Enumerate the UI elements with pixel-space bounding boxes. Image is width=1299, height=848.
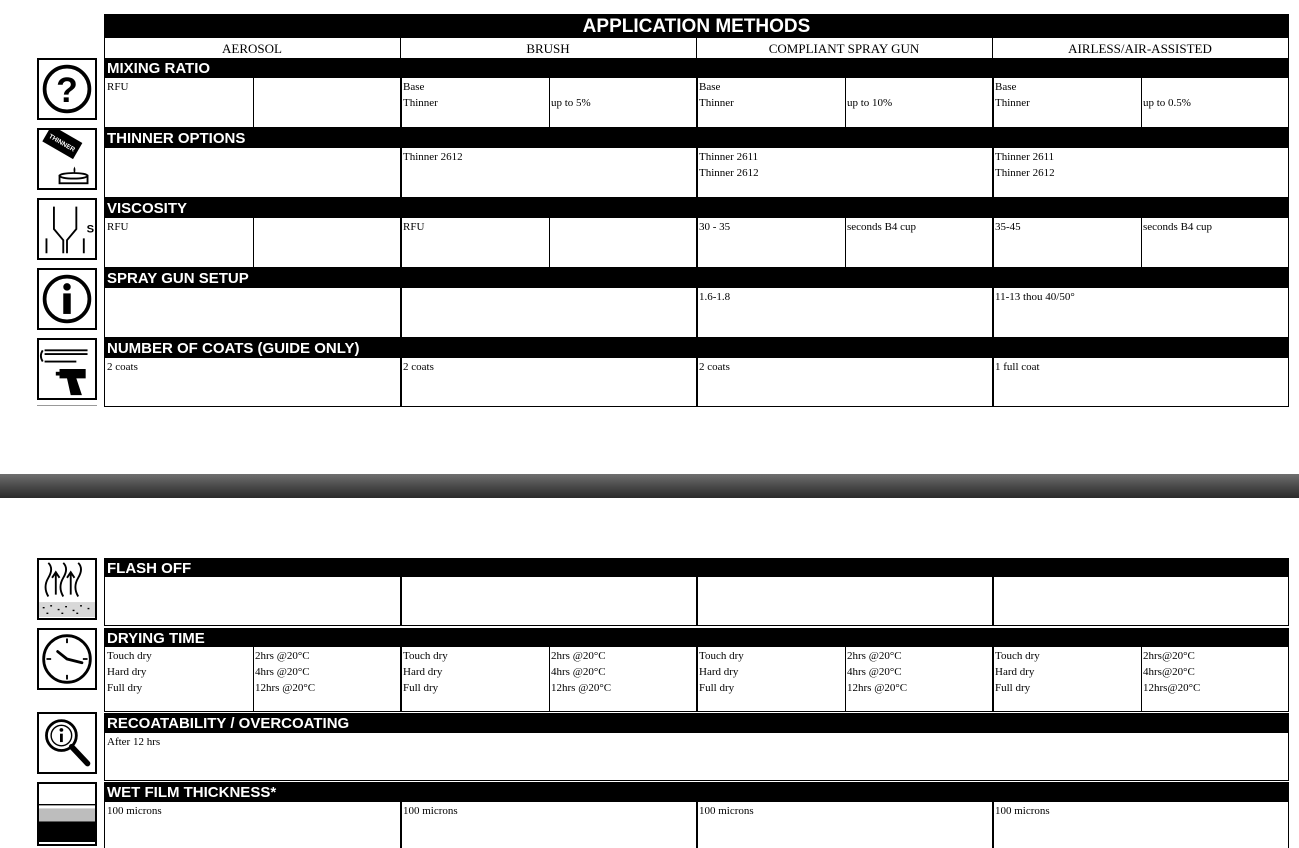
- cell-drying-aerosol-stage: Touch dry Hard dry Full dry: [107, 650, 152, 694]
- cell-drying-aerosol-time: 2hrs @20°C 4hrs @20°C 12hrs @20°C: [255, 650, 316, 694]
- column-header-brush: BRUSH: [526, 41, 570, 56]
- cell-film-spray: 100 microns: [699, 805, 754, 817]
- cell-viscosity-brush: RFU: [403, 221, 425, 233]
- cell-drying-airless-stage: Touch dry Hard dry Full dry: [995, 650, 1040, 694]
- cell-recoat-value: After 12 hrs: [107, 736, 161, 748]
- cell-mixing-aerosol: RFU: [107, 81, 129, 93]
- question-icon: [37, 58, 97, 120]
- row-spray-gun-setup: [104, 288, 1289, 338]
- cell-coats-airless: 1 full coat: [995, 361, 1040, 373]
- cell-drying-airless-time: 2hrs@20°C 4hrs@20°C 12hrs@20°C: [1143, 650, 1201, 694]
- cell-film-brush: 100 microns: [403, 805, 458, 817]
- row-mixing-ratio: [104, 78, 1289, 128]
- row-flash-off: [104, 577, 1289, 626]
- cell-mixing-spray-value: up to 10%: [847, 97, 893, 109]
- column-header-airless: AIRLESS/AIR-ASSISTED: [1068, 41, 1212, 56]
- cell-film-airless: 100 microns: [995, 805, 1050, 817]
- flash-off-heat-icon: [37, 558, 97, 620]
- cell-setup-airless: 11-13 thou 40/50°: [995, 291, 1075, 303]
- cell-coats-aerosol: 2 coats: [107, 361, 138, 373]
- info-icon: [37, 268, 97, 330]
- section-bar-recoatability: RECOATABILITY / OVERCOATING: [104, 713, 1289, 733]
- page-separator: [0, 474, 1299, 498]
- column-header-compliant-spray-gun: COMPLIANT SPRAY GUN: [768, 41, 920, 56]
- column-header-aerosol: AEROSOL: [222, 41, 282, 56]
- film-thickness-icon: [37, 782, 97, 846]
- cell-thinner-brush: Thinner 2612: [403, 151, 463, 163]
- row-drying-time: [104, 647, 1289, 712]
- cell-viscosity-airless-unit: seconds B4 cup: [1143, 221, 1213, 233]
- section-bar-thinner-options: THINNER OPTIONS: [104, 128, 1289, 148]
- cell-mixing-spray: Base Thinner: [699, 81, 734, 109]
- section-bar-number-of-coats: NUMBER OF COATS (GUIDE ONLY): [104, 338, 1289, 358]
- cell-thinner-spray: Thinner 2611 Thinner 2612: [699, 151, 759, 179]
- row-thinner-options: [104, 148, 1289, 198]
- thinner-can-icon: [37, 128, 97, 190]
- cell-drying-spray-time: 2hrs @20°C 4hrs @20°C 12hrs @20°C: [847, 650, 908, 694]
- section-bar-flash-off: FLASH OFF: [104, 558, 1289, 577]
- cell-drying-brush-time: 2hrs @20°C 4hrs @20°C 12hrs @20°C: [551, 650, 612, 694]
- row-recoatability: [104, 733, 1289, 781]
- cell-coats-spray: 2 coats: [699, 361, 730, 373]
- svg-text:?: ?: [56, 70, 78, 111]
- application-methods-title: APPLICATION METHODS: [104, 14, 1289, 38]
- section-bar-mixing-ratio: MIXING RATIO: [104, 58, 1289, 78]
- cell-viscosity-aerosol: RFU: [107, 221, 129, 233]
- thinner-icon-label: THINNER: [47, 133, 76, 154]
- clock-icon: [37, 628, 97, 690]
- cell-viscosity-airless: 35-45: [995, 221, 1021, 233]
- section-bar-drying-time: DRYING TIME: [104, 628, 1289, 647]
- section-bar-viscosity: VISCOSITY: [104, 198, 1289, 218]
- cell-thinner-airless: Thinner 2611 Thinner 2612: [995, 151, 1055, 179]
- cell-drying-brush-stage: Touch dry Hard dry Full dry: [403, 650, 448, 694]
- cell-mixing-airless: Base Thinner: [995, 81, 1030, 109]
- row-wet-film-thickness: [104, 802, 1289, 848]
- cell-viscosity-spray: 30 - 35: [699, 221, 731, 233]
- viscosity-icon-label: S: [86, 223, 95, 236]
- cell-coats-brush: 2 coats: [403, 361, 434, 373]
- row-viscosity: [104, 218, 1289, 268]
- magnifier-info-icon: [37, 712, 97, 774]
- cell-mixing-brush: Base Thinner: [403, 81, 438, 109]
- row-number-of-coats: [104, 358, 1289, 407]
- cell-setup-spray: 1.6-1.8: [699, 291, 731, 303]
- cell-mixing-airless-value: up to 0.5%: [1143, 97, 1191, 109]
- cell-mixing-brush-value: up to 5%: [551, 97, 591, 109]
- cell-viscosity-spray-unit: seconds B4 cup: [847, 221, 917, 233]
- cell-film-aerosol: 100 microns: [107, 805, 162, 817]
- spray-gun-icon: [37, 338, 97, 400]
- cell-drying-spray-stage: Touch dry Hard dry Full dry: [699, 650, 744, 694]
- section-bar-spray-gun-setup: SPRAY GUN SETUP: [104, 268, 1289, 288]
- viscosity-cup-icon: [37, 198, 97, 260]
- section-bar-wet-film-thickness: WET FILM THICKNESS*: [104, 782, 1289, 802]
- icon-column-rule: [37, 405, 97, 406]
